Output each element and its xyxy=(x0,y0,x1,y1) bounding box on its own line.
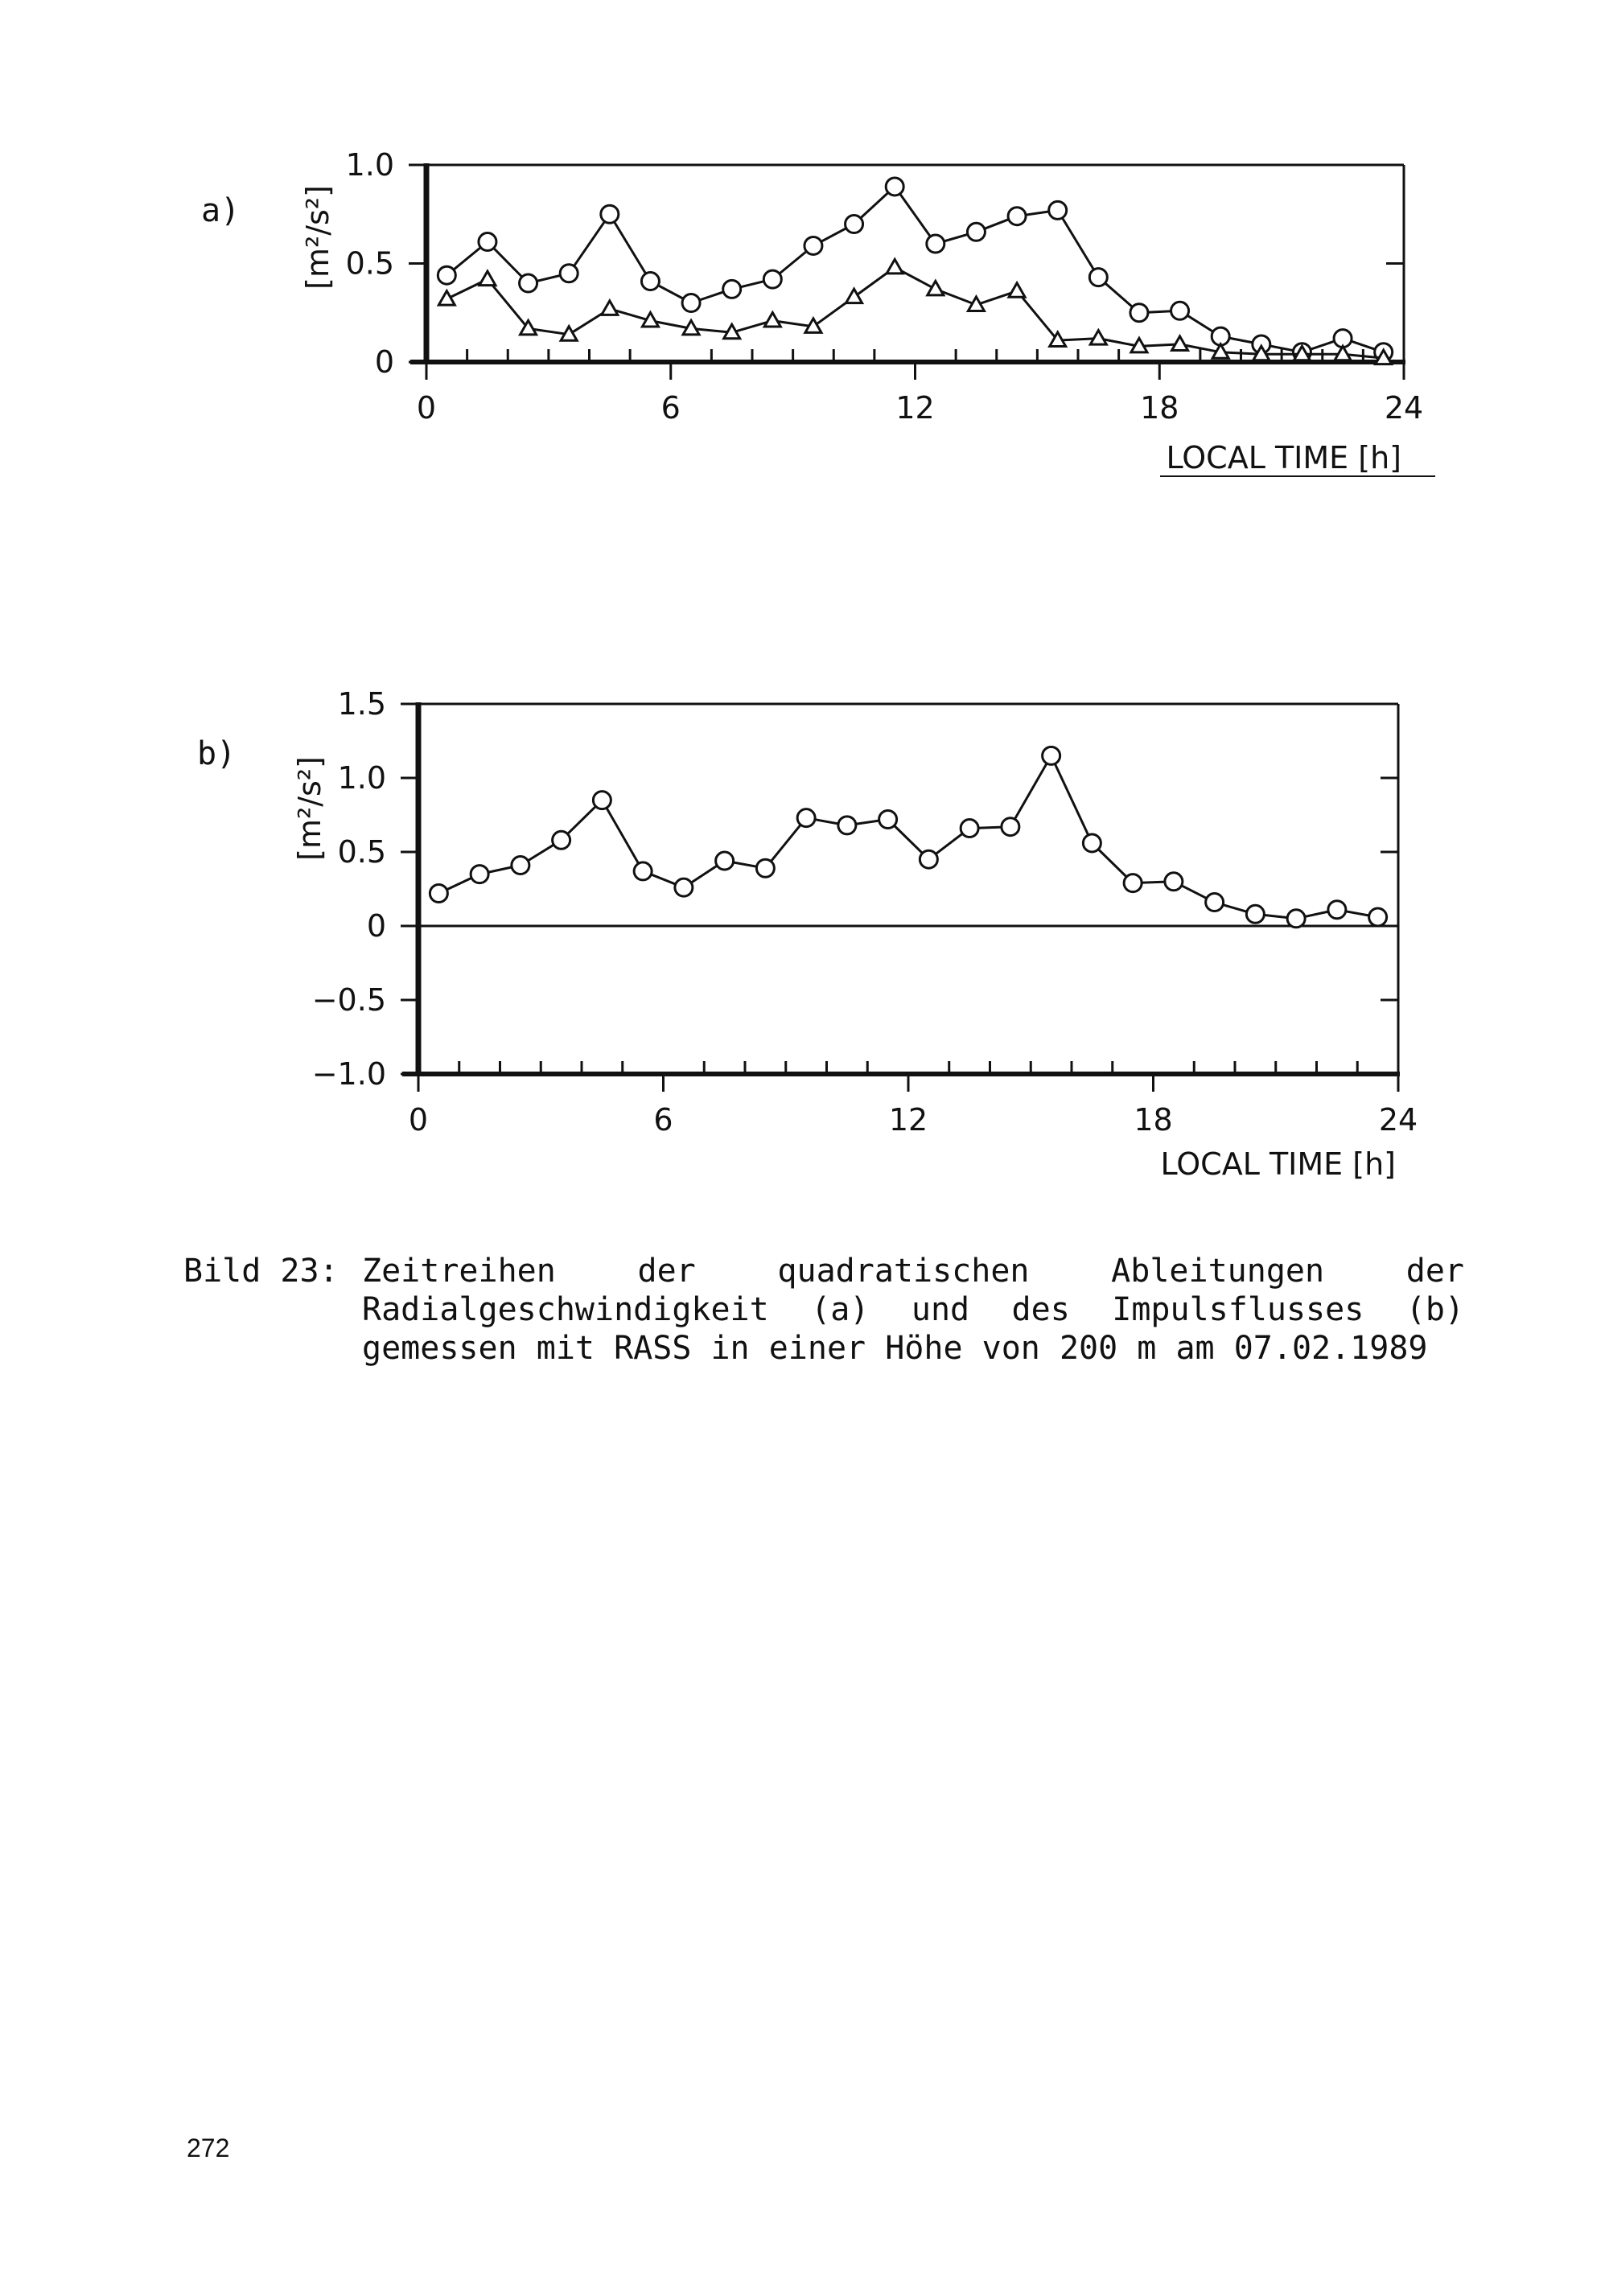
caption-line-2: Radialgeschwindigkeit (a) und des Impulsflusses (b) xyxy=(362,1291,1464,1328)
data-point-circle-b-0-3 xyxy=(553,831,570,849)
data-point-triangle-a-1 xyxy=(479,271,496,286)
data-point-circle-b-0-5 xyxy=(634,862,652,880)
x-tick-label-1: 6 xyxy=(653,1102,673,1138)
data-point-circle-a-0-2 xyxy=(520,274,537,292)
x-tick-label-3: 18 xyxy=(1134,1102,1173,1138)
data-point-triangle-a-12 xyxy=(928,281,944,295)
data-point-circle-b-0-20 xyxy=(1246,905,1264,923)
x-tick-label-1: 6 xyxy=(660,390,681,426)
x-tick-label-0: 0 xyxy=(416,390,437,426)
data-point-triangle-a-18 xyxy=(1172,336,1188,351)
data-point-triangle-a-4 xyxy=(602,301,618,315)
data-point-circle-b-0-23 xyxy=(1369,908,1387,926)
data-point-circle-b-0-12 xyxy=(920,850,937,868)
data-point-circle-b-0-14 xyxy=(1002,818,1019,836)
data-point-circle-b-0-10 xyxy=(838,817,856,834)
data-point-circle-b-0-21 xyxy=(1287,910,1305,928)
chart-panel-a xyxy=(201,147,1435,476)
data-point-triangle-a-14 xyxy=(1009,283,1025,298)
data-point-circle-a-0-7 xyxy=(723,280,741,298)
data-point-circle-b-0-15 xyxy=(1043,747,1060,764)
data-point-circle-a-0-1 xyxy=(479,233,496,251)
x-tick-label-0: 0 xyxy=(408,1102,429,1138)
figure-caption xyxy=(183,1252,1464,1368)
y-axis-title-b: [m²/s²] xyxy=(292,756,327,861)
chart-panel-b xyxy=(197,686,1418,1182)
data-point-triangle-a-16 xyxy=(1090,331,1106,345)
data-point-circle-b-0-18 xyxy=(1165,873,1183,891)
data-point-circle-a-0-11 xyxy=(886,178,903,195)
data-point-circle-b-0-13 xyxy=(961,820,978,837)
data-point-circle-b-0-8 xyxy=(756,859,774,877)
data-point-circle-a-0-15 xyxy=(1049,201,1067,219)
data-point-triangle-a-0 xyxy=(438,291,455,306)
data-point-circle-a-0-8 xyxy=(763,270,781,288)
data-point-triangle-a-8 xyxy=(764,313,780,327)
x-tick-label-3: 18 xyxy=(1140,390,1179,426)
data-point-circle-a-0-9 xyxy=(804,237,822,254)
x-tick-label-4: 24 xyxy=(1384,390,1424,426)
data-point-circle-a-0-13 xyxy=(967,223,985,241)
data-point-circle-b-0-2 xyxy=(512,857,529,874)
data-point-circle-b-0-1 xyxy=(471,866,488,883)
data-point-circle-a-0-17 xyxy=(1130,304,1148,322)
series-line-a-0 xyxy=(446,187,1383,352)
y-tick-label-2: 0.5 xyxy=(337,834,386,870)
y-tick-label-3: 0 xyxy=(366,908,386,944)
panel-label-b: b) xyxy=(197,735,237,772)
y-tick-label-1: 0.5 xyxy=(345,245,394,282)
y-tick-label-2: 0 xyxy=(374,344,394,380)
x-axis-title-a: LOCAL TIME [h] xyxy=(1166,440,1401,475)
data-point-triangle-a-10 xyxy=(846,289,862,303)
data-point-circle-b-0-0 xyxy=(430,885,447,903)
x-tick-label-2: 12 xyxy=(888,1102,928,1138)
x-tick-label-4: 24 xyxy=(1378,1102,1418,1138)
data-point-circle-a-0-12 xyxy=(927,235,944,253)
x-tick-label-2: 12 xyxy=(895,390,935,426)
data-point-circle-a-0-18 xyxy=(1171,302,1189,319)
data-point-circle-a-0-5 xyxy=(641,273,659,290)
data-point-circle-a-0-6 xyxy=(682,294,700,312)
data-point-circle-b-0-22 xyxy=(1328,901,1346,919)
data-point-circle-b-0-6 xyxy=(675,878,693,896)
caption-line-3: gemessen mit RASS in einer Höhe von 200 m am 07.02.1989 xyxy=(362,1330,1428,1367)
data-point-circle-b-0-7 xyxy=(716,852,734,870)
data-point-circle-a-0-16 xyxy=(1089,269,1107,286)
y-tick-label-4: −0.5 xyxy=(311,982,386,1018)
y-tick-label-1: 1.0 xyxy=(337,760,386,796)
page-number: 272 xyxy=(187,2133,230,2162)
data-point-triangle-a-11 xyxy=(887,259,903,274)
data-point-circle-a-0-10 xyxy=(846,216,863,233)
data-point-circle-a-0-14 xyxy=(1008,208,1026,225)
series-line-b-0 xyxy=(438,755,1377,918)
y-axis-title-a: [m²/s²] xyxy=(300,185,335,290)
caption-line-1: Zeitreihen der quadratischen Ableitungen der xyxy=(362,1253,1464,1290)
data-point-circle-b-0-11 xyxy=(879,811,897,829)
data-point-circle-a-0-3 xyxy=(560,265,578,282)
data-point-circle-b-0-16 xyxy=(1083,834,1101,852)
caption-body xyxy=(362,1252,1464,1368)
data-point-circle-b-0-9 xyxy=(797,809,815,827)
data-point-circle-b-0-4 xyxy=(593,792,611,809)
y-tick-label-5: −1.0 xyxy=(311,1056,386,1092)
data-point-circle-a-0-4 xyxy=(601,205,619,223)
data-point-circle-b-0-19 xyxy=(1206,894,1224,911)
data-point-circle-b-0-17 xyxy=(1124,874,1142,892)
series-line-a-1 xyxy=(446,267,1383,358)
x-axis-title-b: LOCAL TIME [h] xyxy=(1160,1146,1396,1182)
caption-prefix: Bild 23: xyxy=(183,1253,339,1290)
y-tick-label-0: 1.5 xyxy=(337,686,386,722)
panel-label-a: a) xyxy=(201,192,241,229)
y-tick-label-0: 1.0 xyxy=(345,147,394,183)
data-point-circle-a-0-0 xyxy=(438,266,455,284)
